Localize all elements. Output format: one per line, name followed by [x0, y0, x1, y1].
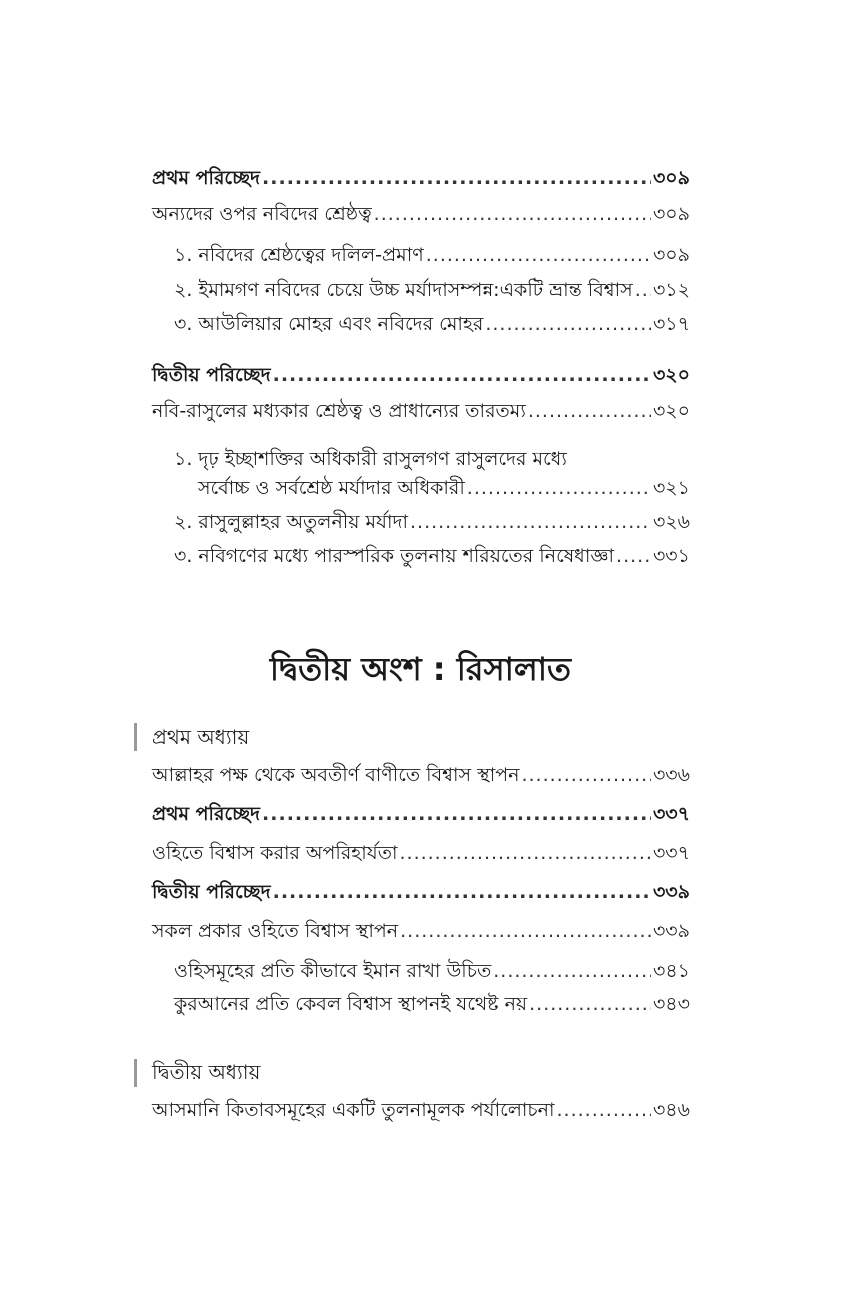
- toc-page-number: ৩০৯: [652, 203, 690, 225]
- toc-title: ওহিতে বিশ্বাস করার অপরিহার্যতা: [152, 842, 398, 864]
- dot-leader: [262, 801, 651, 827]
- toc-page-number: ৩৪১: [652, 960, 690, 982]
- toc-title: অন্যদের ওপর নবিদের শ্রেষ্ঠত্ব: [152, 203, 372, 225]
- toc-page-number: ৩৩১: [652, 545, 690, 567]
- toc-entry-chapter[interactable]: [152, 165, 690, 191]
- dot-leader: [273, 879, 651, 905]
- toc-page-number: ৩১২: [652, 279, 690, 301]
- toc-page-number: ৩৩৬: [652, 764, 690, 786]
- toc-subentry[interactable]: [174, 543, 690, 569]
- toc-title: দ্বিতীয় পরিচ্ছেদ: [152, 881, 271, 903]
- toc-page-number: ৩৪৬: [652, 1099, 690, 1121]
- toc-page-number: ৩৩৭: [652, 842, 690, 864]
- toc-title: ৩. নবিগণের মধ্যে পারস্পরিক তুলনায় শরিয়তের নিষেধাজ্ঞা: [174, 545, 615, 567]
- toc-entry[interactable]: [152, 762, 690, 788]
- toc-entry[interactable]: [152, 398, 690, 424]
- toc-title: প্রথম পরিচ্ছেদ: [152, 167, 261, 189]
- chapter-marker-bar: [134, 723, 137, 751]
- toc-subentry[interactable]: [174, 277, 690, 303]
- dot-leader: [374, 201, 651, 227]
- toc-subentry[interactable]: [198, 475, 690, 501]
- toc-page-number: ৩২০: [652, 400, 690, 422]
- toc-title: আসমানি কিতাবসমূহের একটি তুলনামূলক পর্যালোচনা: [152, 1099, 555, 1121]
- toc-subentry-first-line[interactable]: ১. দৃঢ় ইচ্ছাশক্তির অধিকারী রাসুলগণ রাসুলদের মধ্যে: [174, 448, 567, 470]
- toc-page-number: ৩২৬: [652, 511, 690, 533]
- dot-leader: [410, 509, 651, 535]
- toc-title: নবি-রাসুলের মধ্যকার শ্রেষ্ঠত্ব ও প্রাধান্যের তারতম্য: [152, 400, 526, 422]
- toc-page-number: ৩০৯: [652, 167, 690, 189]
- dot-leader: [426, 242, 651, 268]
- chapter-marker-bar: [134, 1059, 137, 1087]
- dot-leader: [529, 991, 651, 1017]
- toc-title: ৩. আউলিয়ার মোহর এবং নবিদের মোহর: [174, 313, 484, 335]
- part-title: দ্বিতীয় অংশ : রিসালাত: [269, 650, 572, 688]
- toc-entry-chapter[interactable]: [152, 879, 690, 905]
- toc-title: প্রথম পরিচ্ছেদ: [152, 803, 261, 825]
- toc-page-number: ৩০৯: [652, 244, 690, 266]
- toc-page-number: ৩৩৭: [652, 803, 690, 825]
- toc-title: ১. নবিদের শ্রেষ্ঠত্বের দলিল-প্রমাণ: [174, 244, 424, 266]
- toc-entry-chapter[interactable]: [152, 801, 690, 827]
- toc-title: ২. রাসুলুল্লাহর অতুলনীয় মর্যাদা: [174, 511, 408, 533]
- toc-page-number: ৩১৭: [652, 313, 690, 335]
- dot-leader: [273, 362, 651, 388]
- dot-leader: [400, 918, 651, 944]
- dot-leader: [521, 762, 650, 788]
- toc-entry[interactable]: [152, 918, 690, 944]
- dot-leader: [635, 277, 651, 303]
- toc-title: আল্লাহর পক্ষ থেকে অবতীর্ণ বাণীতে বিশ্বাস স্থাপন: [152, 764, 520, 786]
- chapter-heading: প্রথম অধ্যায়: [152, 725, 250, 749]
- toc-page-number: ৩৩৯: [652, 920, 690, 942]
- toc-entry[interactable]: [152, 840, 690, 866]
- toc-subentry[interactable]: [174, 991, 690, 1017]
- toc-page-number: ৩৪৩: [652, 993, 690, 1015]
- dot-leader: [616, 543, 651, 569]
- dot-leader: [399, 840, 650, 866]
- toc-subentry[interactable]: [174, 958, 690, 984]
- dot-leader: [485, 311, 651, 337]
- dot-leader: [528, 398, 651, 424]
- toc-title: ওহিসমূহের প্রতি কীভাবে ইমান রাখা উচিত: [174, 960, 492, 982]
- toc-page-number: ৩২১: [652, 477, 690, 499]
- toc-title: সকল প্রকার ওহিতে বিশ্বাস স্থাপন: [152, 920, 399, 942]
- toc-subentry[interactable]: [174, 311, 690, 337]
- toc-title: ২. ইমামগণ নবিদের চেয়ে উচ্চ মর্যাদাসম্পন্ন:একটি ভ্রান্ত বিশ্বাস: [174, 279, 633, 301]
- dot-leader: [557, 1097, 651, 1123]
- toc-title: সর্বোচ্চ ও সর্বশ্রেষ্ঠ মর্যাদার অধিকারী: [198, 477, 465, 499]
- toc-entry-chapter[interactable]: [152, 362, 690, 388]
- toc-subentry[interactable]: [174, 242, 690, 268]
- toc-page-number: ৩৩৯: [652, 881, 690, 903]
- toc-title: দ্বিতীয় পরিচ্ছেদ: [152, 364, 271, 386]
- toc-title: কুরআনের প্রতি কেবল বিশ্বাস স্থাপনই যথেষ্ট নয়: [174, 993, 528, 1015]
- toc-entry[interactable]: [152, 201, 690, 227]
- dot-leader: [467, 475, 651, 501]
- dot-leader: [262, 165, 651, 191]
- dot-leader: [493, 958, 651, 984]
- toc-subentry[interactable]: [174, 509, 690, 535]
- toc-page-number: ৩২০: [652, 364, 690, 386]
- toc-entry[interactable]: [152, 1097, 690, 1123]
- chapter-heading: দ্বিতীয় অধ্যায়: [152, 1060, 261, 1084]
